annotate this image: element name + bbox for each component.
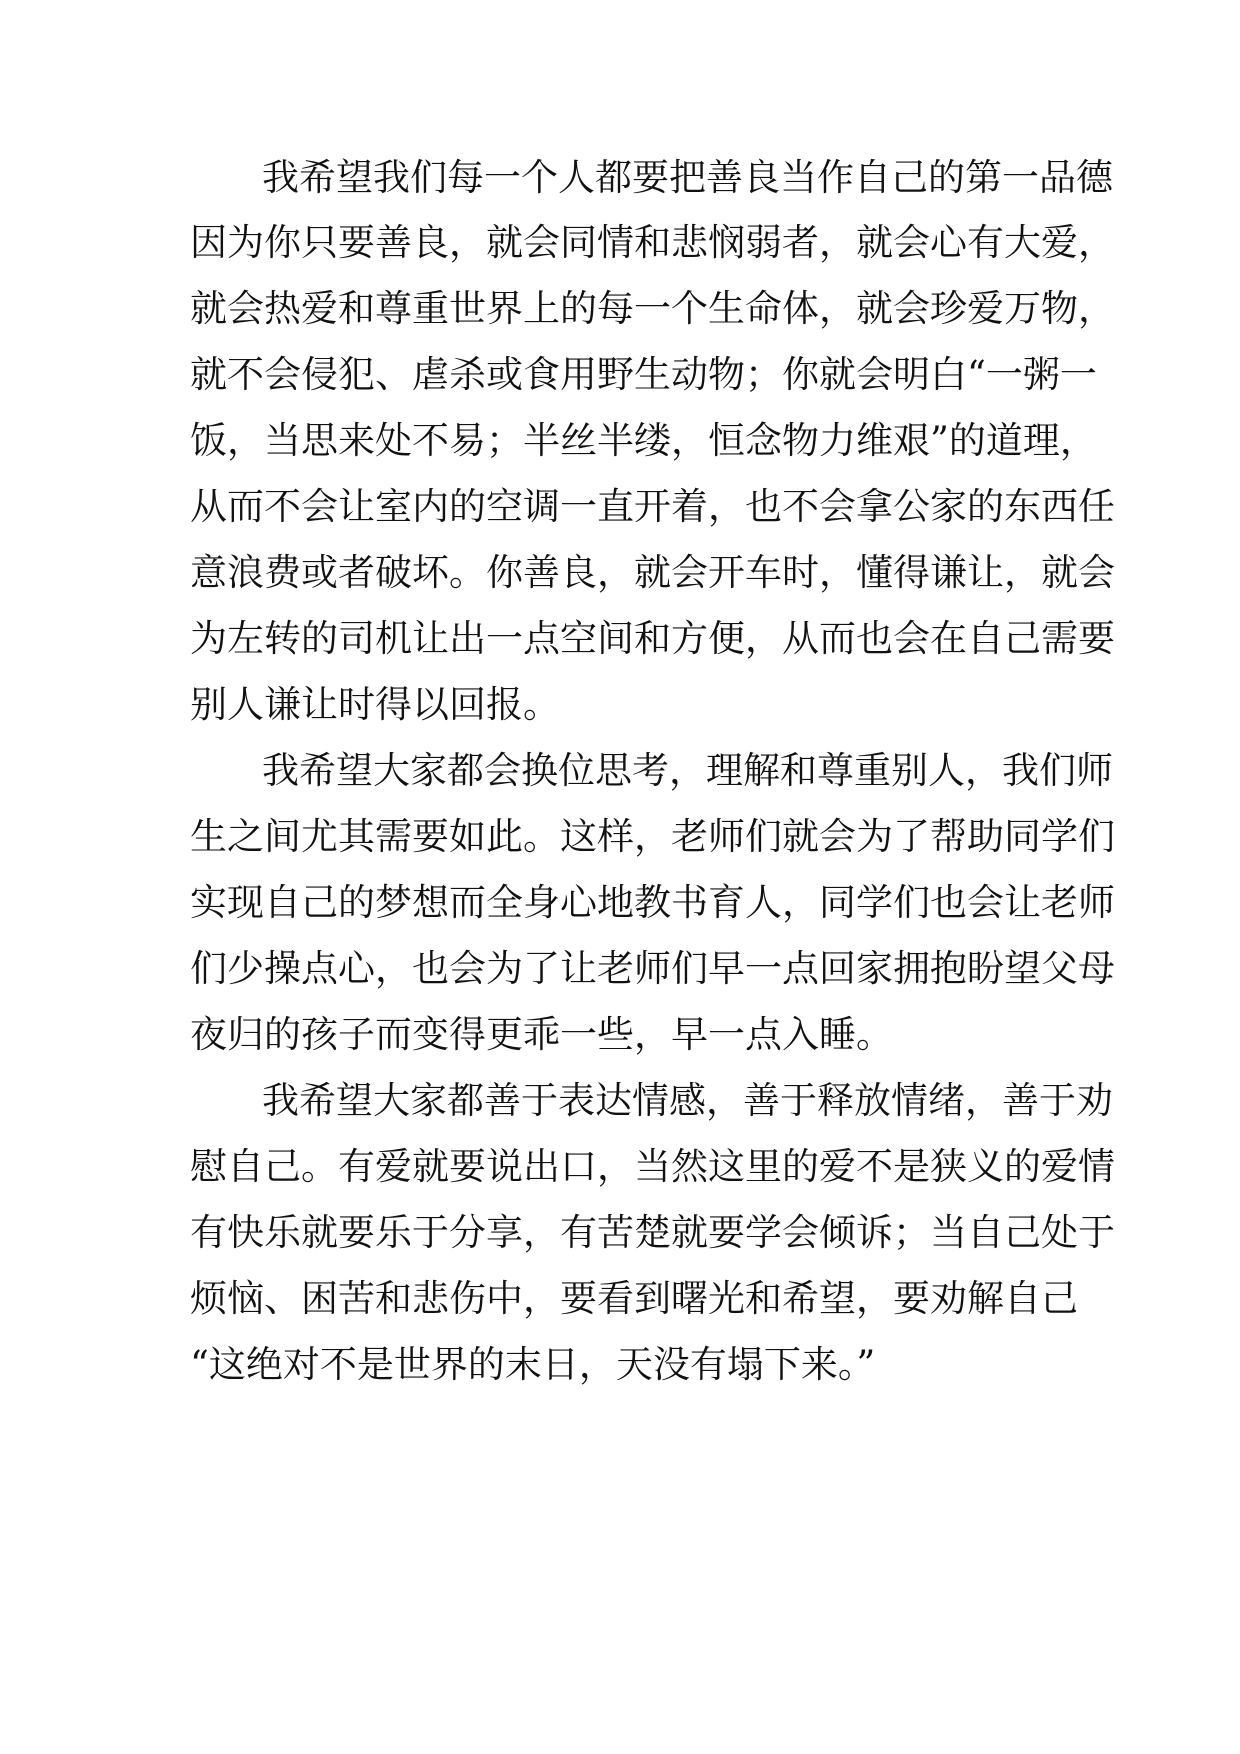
paragraph-1-line-4: 就不会侵犯、虐杀或食用野生动物；你就会明白“一粥一 bbox=[190, 353, 1097, 396]
paragraph-1-line-8: 为左转的司机让出一点空间和方便，从而也会在自己需要 bbox=[190, 617, 1115, 660]
paragraph-1-line-6: 从而不会让室内的空调一直开着，也不会拿公家的东西任 bbox=[190, 485, 1115, 528]
paragraph-2-line-5: 夜归的孩子而变得更乖一些，早一点入睡。 bbox=[190, 1013, 893, 1056]
paragraph-3-line-4: 烦恼、困苦和悲伤中，要看到曙光和希望，要劝解自己 bbox=[190, 1277, 1078, 1320]
paragraph-3-line-5: “这绝对不是世界的末日，天没有塌下来。” bbox=[190, 1343, 876, 1386]
paragraph-2-line-3: 实现自己的梦想而全身心地教书育人，同学们也会让老师 bbox=[190, 881, 1115, 924]
paragraph-2-line-1: 我希望大家都会换位思考，理解和尊重别人，我们师 bbox=[262, 749, 1113, 792]
paragraph-1-line-9: 别人谦让时得以回报。 bbox=[190, 683, 560, 726]
paragraph-3-line-2: 慰自己。有爱就要说出口，当然这里的爱不是狭义的爱情 bbox=[190, 1145, 1115, 1188]
paragraph-3-line-3: 有快乐就要乐于分享，有苦楚就要学会倾诉；当自己处于 bbox=[190, 1211, 1115, 1254]
paragraph-2-line-2: 生之间尤其需要如此。这样，老师们就会为了帮助同学们 bbox=[190, 815, 1115, 858]
paragraph-2-line-4: 们少操点心，也会为了让老师们早一点回家拥抱盼望父母 bbox=[190, 947, 1115, 990]
paragraph-1-line-1: 我希望我们每一个人都要把善良当作自己的第一品德 bbox=[262, 156, 1113, 199]
paragraph-1-line-7: 意浪费或者破坏。你善良，就会开车时，懂得谦让，就会 bbox=[190, 551, 1115, 594]
paragraph-1-line-5: 饭，当思来处不易；半丝半缕，恒念物力维艰”的道理， bbox=[190, 419, 1097, 462]
paragraph-1-line-2: 因为你只要善良，就会同情和悲悯弱者，就会心有大爱， bbox=[190, 221, 1115, 264]
paragraph-3-line-1: 我希望大家都善于表达情感，善于释放情绪，善于劝 bbox=[262, 1079, 1113, 1122]
paragraph-1-line-3: 就会热爱和尊重世界上的每一个生命体，就会珍爱万物， bbox=[190, 287, 1115, 330]
